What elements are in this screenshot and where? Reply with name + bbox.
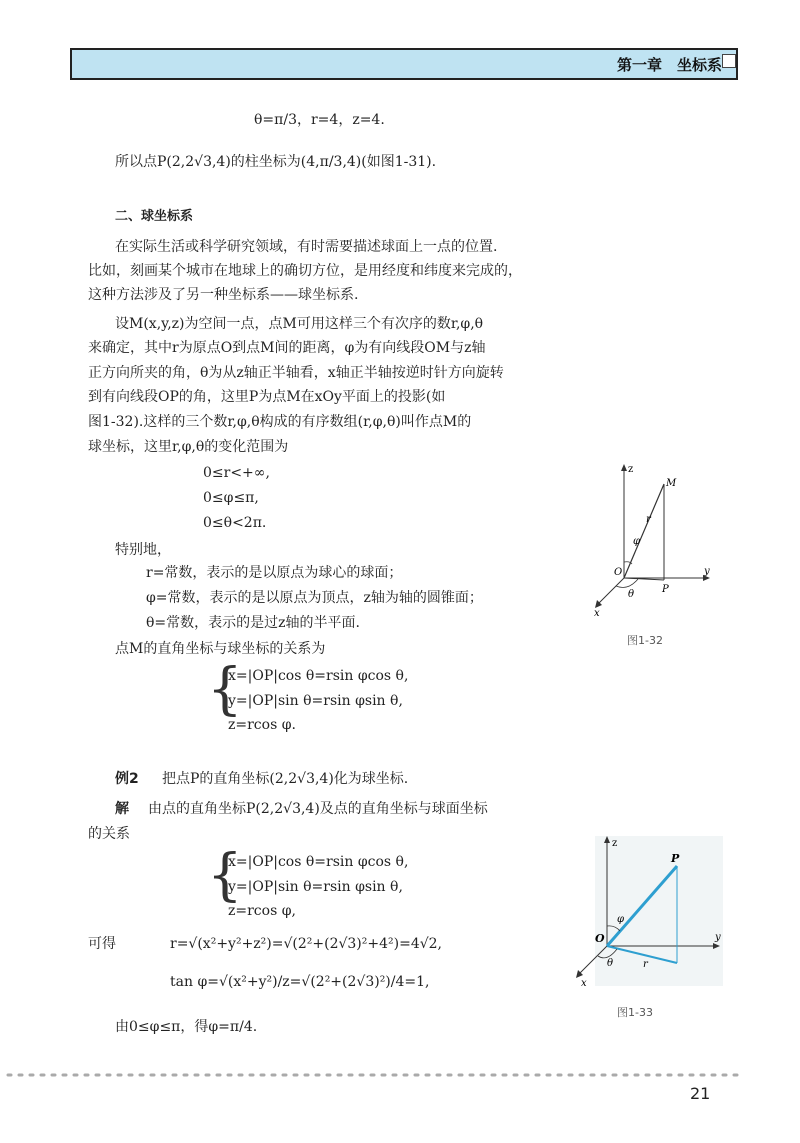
paragraph-line: 图1-32).这样的三个数r,φ,θ构成的有序数组(r,φ,θ)叫作点M的 (88, 414, 472, 430)
equation-z: z=rcos φ, (228, 903, 296, 919)
paragraph-line: 来确定，其中r为原点O到点M间的距离，φ为有向线段OM与z轴 (88, 340, 486, 356)
example-label: 例2 (115, 771, 139, 787)
text-kede: 可得 (88, 936, 116, 952)
paragraph-line: 比如，刻画某个城市在地球上的确切方位，是用经度和纬度来完成的， (88, 263, 522, 279)
text-special: 特别地， (115, 542, 171, 558)
special-case-phi: φ=常数，表示的是以原点为顶点，z轴为轴的圆锥面； (146, 590, 483, 606)
solution-text: 由点的直角坐标P(2,2√3,4)及点的直角坐标与球面坐标 (148, 801, 488, 817)
header-square-icon (722, 54, 736, 68)
figure-1-33 (565, 828, 725, 996)
x-axis (598, 578, 624, 604)
segment-om (624, 484, 664, 578)
range-theta: 0≤θ<2π. (203, 515, 267, 531)
label-o: O (595, 932, 605, 945)
range-phi: 0≤φ≤π, (203, 490, 259, 506)
equation-x: x=|OP|cos θ=rsin φcos θ, (228, 668, 409, 684)
solution-label: 解 (115, 801, 129, 817)
figure-caption: 图1-32 (627, 634, 663, 647)
label-p: P (662, 584, 669, 595)
calc-phi: 由0≤φ≤π，得φ=π/4. (115, 1019, 258, 1035)
figure-caption: 图1-33 (617, 1006, 653, 1019)
footer-dotted-line (0, 1072, 800, 1078)
label-p: P (671, 852, 680, 865)
label-x: x (594, 608, 600, 618)
label-phi: φ (617, 914, 625, 925)
text-line-theta: θ=π/3，r=4，z=4. (254, 112, 385, 128)
paragraph-line: 这种方法涉及了另一种坐标系——球坐标系. (88, 287, 359, 303)
paragraph-line: 球坐标，这里r,φ,θ的变化范围为 (88, 439, 289, 455)
brace: { (207, 843, 243, 908)
calc-r: r=√(x²+y²+z²)=√(2²+(2√3)²+4²)=4√2, (170, 936, 443, 952)
z-arrow (621, 464, 627, 471)
calc-tan-phi: tan φ=√(x²+y²)/z=√(2²+(2√3)²)/4=1, (170, 974, 430, 990)
label-r: r (643, 959, 648, 970)
text-relation: 点M的直角坐标与球坐标的关系为 (115, 641, 326, 657)
label-y: y (704, 566, 710, 577)
label-r: r (646, 514, 651, 525)
figure-1-32 (580, 458, 720, 618)
paragraph-line: 正方向所夹的角，θ为从z轴正半轴看，x轴正半轴按逆时针方向旋转 (88, 365, 504, 381)
label-y: y (715, 932, 721, 943)
label-theta: θ (628, 589, 635, 600)
equation-y: y=|OP|sin θ=rsin φsin θ, (228, 879, 403, 895)
special-case-r: r=常数，表示的是以原点为球心的球面； (146, 565, 403, 581)
label-theta: θ (607, 958, 614, 969)
label-phi: φ (633, 536, 641, 547)
paragraph-line: 在实际生活或科学研究领域，有时需要描述球面上一点的位置. (115, 239, 498, 255)
label-o: O (614, 567, 623, 578)
paragraph-line: 到有向线段OP的角，这里P为点M在xOy平面上的投影(如 (88, 389, 446, 405)
equation-y: y=|OP|sin θ=rsin φsin θ, (228, 693, 403, 709)
equation-z: z=rcos φ. (228, 717, 296, 733)
paragraph-line: 设M(x,y,z)为空间一点，点M可用这样三个有次序的数r,φ,θ (115, 316, 484, 332)
solution-text: 的关系 (88, 826, 130, 842)
label-x: x (581, 978, 587, 989)
label-z: z (628, 464, 634, 475)
chapter-title: 第一章 坐标系 (616, 56, 722, 74)
range-r: 0≤r<+∞, (203, 465, 270, 481)
page-number: 21 (690, 1084, 711, 1103)
special-case-theta: θ=常数，表示的是过z轴的半平面. (146, 615, 360, 631)
figure-background (595, 836, 723, 986)
text-line-cylindrical-result: 所以点P(2,2√3,4)的柱坐标为(4,π/3,4)(如图1-31). (115, 154, 437, 170)
brace: { (207, 657, 243, 722)
section-heading: 二、球坐标系 (115, 209, 194, 224)
label-m: M (666, 478, 677, 489)
equation-x: x=|OP|cos θ=rsin φcos θ, (228, 854, 409, 870)
label-z: z (612, 838, 618, 849)
example-text: 把点P的直角坐标(2,2√3,4)化为球坐标. (162, 771, 409, 787)
